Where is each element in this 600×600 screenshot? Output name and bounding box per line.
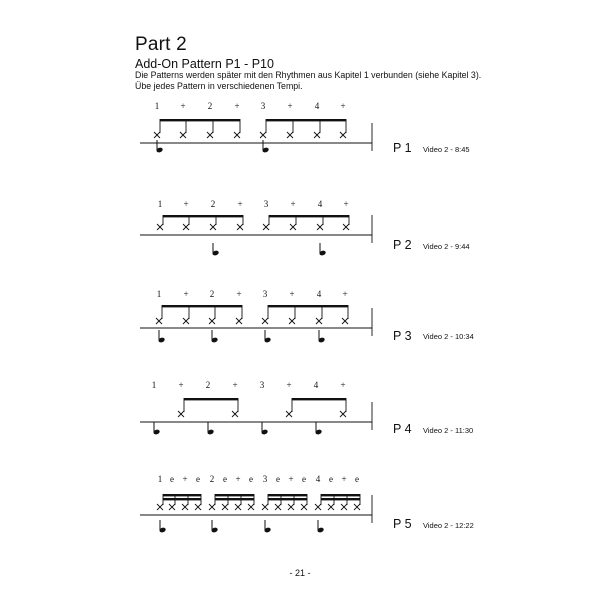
hihat-note [209, 504, 215, 510]
count-label: 3 [259, 380, 265, 390]
beam [163, 498, 201, 500]
count-label: 3 [262, 474, 268, 484]
bass-drum-note [264, 520, 272, 533]
count-label: + [182, 474, 188, 484]
bass-drum-note [319, 243, 327, 256]
hihat-note [290, 224, 296, 230]
pattern-label: P 4 [393, 422, 412, 436]
notation-p5 [0, 470, 600, 550]
count-label: + [234, 101, 240, 111]
hihat-note [248, 504, 254, 510]
beam [266, 119, 346, 121]
count-label: + [288, 474, 294, 484]
hihat-note [263, 224, 269, 230]
notation-p3 [0, 283, 600, 363]
count-label: + [235, 474, 241, 484]
notation-p1 [0, 95, 600, 175]
count-label: + [341, 474, 347, 484]
count-label: 2 [205, 380, 211, 390]
count-label: 3 [262, 289, 268, 299]
count-label: e [249, 474, 253, 484]
hihat-note [178, 411, 184, 417]
hihat-note [342, 318, 348, 324]
count-label: + [183, 199, 189, 209]
beam [163, 494, 201, 496]
page-description [135, 70, 495, 91]
hihat-note [341, 504, 347, 510]
count-label: 4 [315, 474, 321, 484]
bass-drum-note [153, 422, 161, 435]
count-label: 2 [207, 101, 213, 111]
bass-drum-note [315, 422, 323, 435]
hihat-note [169, 504, 175, 510]
hihat-note [210, 224, 216, 230]
count-label: 1 [157, 199, 163, 209]
hihat-note [354, 504, 360, 510]
hihat-note [316, 318, 322, 324]
beam [268, 498, 307, 500]
count-label: 4 [313, 380, 319, 390]
count-label: 1 [156, 289, 162, 299]
hihat-note [287, 132, 293, 138]
hihat-note [222, 504, 228, 510]
bass-drum-note [156, 140, 164, 153]
count-label: + [180, 101, 186, 111]
hihat-note [235, 504, 241, 510]
beam [269, 215, 349, 217]
beam [215, 498, 254, 500]
hihat-note [207, 132, 213, 138]
hihat-note [301, 504, 307, 510]
video-reference: Video 2 - 10:34 [423, 332, 474, 341]
count-label: + [343, 199, 349, 209]
hihat-note [340, 411, 346, 417]
hihat-note [232, 411, 238, 417]
video-reference: Video 2 - 11:30 [423, 426, 474, 435]
count-label: + [289, 289, 295, 299]
pattern-p1 [0, 95, 600, 175]
hihat-note [289, 318, 295, 324]
pattern-label: P 3 [393, 329, 412, 343]
bass-drum-note [262, 140, 270, 153]
hihat-note [157, 504, 163, 510]
count-label: + [236, 289, 242, 299]
hihat-note [182, 504, 188, 510]
hihat-note [157, 224, 163, 230]
hihat-note [288, 504, 294, 510]
hihat-note [183, 224, 189, 230]
count-label: 3 [263, 199, 269, 209]
count-label: + [290, 199, 296, 209]
beam [184, 398, 238, 400]
video-reference: Video 2 - 12:22 [423, 521, 474, 530]
bass-drum-note [264, 330, 272, 343]
description-line: Übe jedes Pattern in verschiedenen Tempi. [135, 80, 303, 91]
hihat-note [260, 132, 266, 138]
hihat-note [286, 411, 292, 417]
pattern-label: P 5 [393, 517, 412, 531]
bass-drum-note [317, 520, 325, 533]
notation-p4 [0, 374, 600, 454]
pattern-p5 [0, 470, 600, 550]
bass-drum-note [158, 330, 166, 343]
hihat-note [340, 132, 346, 138]
count-label: 2 [209, 474, 215, 484]
count-label: 1 [151, 380, 157, 390]
count-label: 4 [316, 289, 322, 299]
count-label: e [329, 474, 333, 484]
bass-drum-note [207, 422, 215, 435]
count-label: 4 [314, 101, 320, 111]
hihat-note [234, 132, 240, 138]
count-label: + [287, 101, 293, 111]
count-label: 2 [209, 289, 215, 299]
pattern-p4 [0, 374, 600, 454]
beam [163, 215, 243, 217]
video-reference: Video 2 - 8:45 [423, 145, 470, 154]
count-label: 3 [260, 101, 266, 111]
count-label: e [276, 474, 280, 484]
count-label: + [340, 101, 346, 111]
page-subtitle: Add-On Pattern P1 - P10 [135, 57, 274, 71]
bass-drum-note [261, 422, 269, 435]
count-label: 2 [210, 199, 216, 209]
count-label: e [302, 474, 306, 484]
count-label: + [183, 289, 189, 299]
hihat-note [180, 132, 186, 138]
hihat-note [343, 224, 349, 230]
count-label: + [232, 380, 238, 390]
hihat-note [156, 318, 162, 324]
bass-drum-note [159, 520, 167, 533]
beam [160, 119, 240, 121]
count-label: + [237, 199, 243, 209]
pattern-p3 [0, 283, 600, 363]
hihat-note [314, 132, 320, 138]
hihat-note [262, 504, 268, 510]
count-label: + [340, 380, 346, 390]
hihat-note [209, 318, 215, 324]
video-reference: Video 2 - 9:44 [423, 242, 470, 251]
description-line: Die Patterns werden später mit den Rhythmen aus Kapitel 1 verbunden (siehe Kapitel 3). [135, 70, 482, 80]
beam [162, 305, 242, 307]
beam [321, 498, 360, 500]
hihat-note [262, 318, 268, 324]
bass-drum-note [211, 330, 219, 343]
beam [292, 398, 346, 400]
hihat-note [275, 504, 281, 510]
hihat-note [195, 504, 201, 510]
bass-drum-note [212, 243, 220, 256]
hihat-note [328, 504, 334, 510]
hihat-note [236, 318, 242, 324]
pattern-label: P 1 [393, 141, 412, 155]
beam [268, 305, 348, 307]
bass-drum-note [318, 330, 326, 343]
bass-drum-note [211, 520, 219, 533]
count-label: + [286, 380, 292, 390]
count-label: + [178, 380, 184, 390]
pattern-p2 [0, 193, 600, 273]
page-title: Part 2 [135, 34, 187, 55]
beam [268, 494, 307, 496]
beam [215, 494, 254, 496]
count-label: 4 [317, 199, 323, 209]
count-label: + [342, 289, 348, 299]
count-label: e [355, 474, 359, 484]
count-label: e [170, 474, 174, 484]
hihat-note [317, 224, 323, 230]
notation-p2 [0, 193, 600, 273]
hihat-note [154, 132, 160, 138]
beam [321, 494, 360, 496]
count-label: 1 [157, 474, 163, 484]
hihat-note [183, 318, 189, 324]
hihat-note [237, 224, 243, 230]
page-number: - 21 - [289, 568, 311, 578]
count-label: 1 [154, 101, 160, 111]
count-label: e [223, 474, 227, 484]
pattern-label: P 2 [393, 238, 412, 252]
hihat-note [315, 504, 321, 510]
count-label: e [196, 474, 200, 484]
